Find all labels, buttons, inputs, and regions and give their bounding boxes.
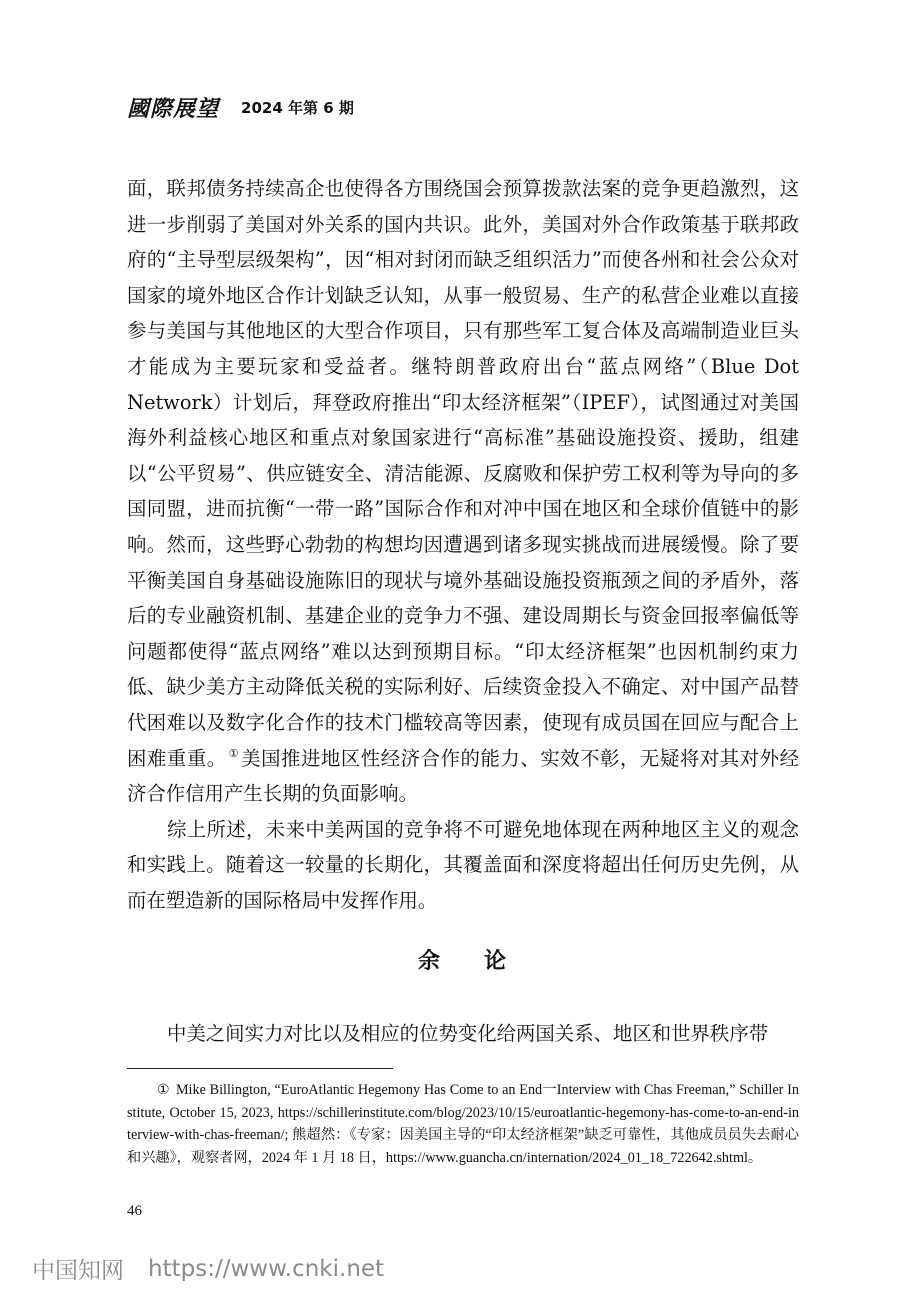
paragraph (127, 171, 799, 812)
paragraph-text: 美国推进地区性经济合作的能力、实效不彰，无疑将对其对外经济合作信用产生长期的负面影响。 (127, 746, 799, 806)
paragraph: 中美之间实力对比以及相应的位势变化给两国关系、地区和世界秩序带 (167, 1022, 769, 1045)
footnote-reference[interactable]: ① (228, 747, 240, 761)
page-number: 46 (127, 1203, 142, 1219)
paragraph: 综上所述，未来中美两国的竞争将不可避免地体现在两种地区主义的观念和实践上。随着这一较量的长期化，其覆盖面和深度将超出任何历史先例，从而在塑造新的国际格局中发挥作用。 (127, 817, 799, 912)
cnki-watermark (32, 1252, 384, 1285)
footnote-mark: ① (157, 1082, 170, 1098)
article-body (127, 171, 799, 918)
paragraph-text: 面，联邦债务持续高企也使得各方围绕国会预算拨款法案的竞争更趋激烈，这进一步削弱了美国对外关系的国内共识。此外，美国对外合作政策基于联邦政府的“主导型层级架构”，因“相对封闭而缺乏组织活力”而使各州和社会公众对国家的境外地区合作计划缺乏认知，从事一般贸易、生产的私营企业难以直接参与美国与其他地区的大型合作项目，只有那些军工复合体及高端制造业巨头才能成为主要玩家和受益者。继特朗普政府出台“蓝点网络”（Blue Dot Network）计划后，拜登政府推出“印太经济框架”（IPEF），试图通过对美国海外利益核心地区和重点对象国家进行“高标准”基础设施投资、援助，组建以“公平贸易”、供应链安全、清洁能源、反腐败和保护劳工权利等为导向的多国同盟，进而抗衡“一带一路”国际合作和对冲中国在地区和全球价值链中的影响。然而，这些野心勃勃的构想均因遭遇到诸多现实挑战而进展缓慢。除了要平衡美国自身基础设施陈旧的现状与境外基础设施投资瓶颈之间的矛盾外，落后的专业融资机制、基建企业的竞争力不强、建设周期长与资金回报率偏低等问题都使得“蓝点网络”难以达到预期目标。“印太经济框架”也因机制约束力低、缺少美方主动降低关税的实际利好、后续资金投入不确定、对中国产品替代困难以及数字化合作的技术门槛较高等因素，使现有成员国在回应与配合上困难重重。 (127, 177, 799, 770)
footnote (127, 1079, 799, 1169)
footnote-divider (127, 1068, 393, 1069)
issue-label: 2024 年第 6 期 (241, 98, 354, 117)
watermark-name: 中国知网 (32, 1258, 124, 1284)
footnote-text: Mike Billington, “EuroAtlantic Hegemony Has Come to an End一Interview with Chas Freeman,” Schiller Institute, October 15, 2023, https://schillerinstitute.com/blog/2023/10/15/euroatlantic-hegemony-has-come-to-an-end-interview-with-chas-freeman/; 熊超然：《专家：因美国主导的“印太经济框架”缺乏可靠性，其他成员员失去耐心和兴趣》，观察者网，2024 年 1 月 18 日，https://www.guancha.cn/internation/2024_01_18_722642.shtml。 (127, 1082, 799, 1166)
journal-logo: 國際展望 (127, 95, 220, 122)
section-heading: 余论 (417, 949, 550, 974)
page-header (127, 90, 354, 124)
watermark-url[interactable]: https://www.cnki.net (148, 1255, 385, 1282)
